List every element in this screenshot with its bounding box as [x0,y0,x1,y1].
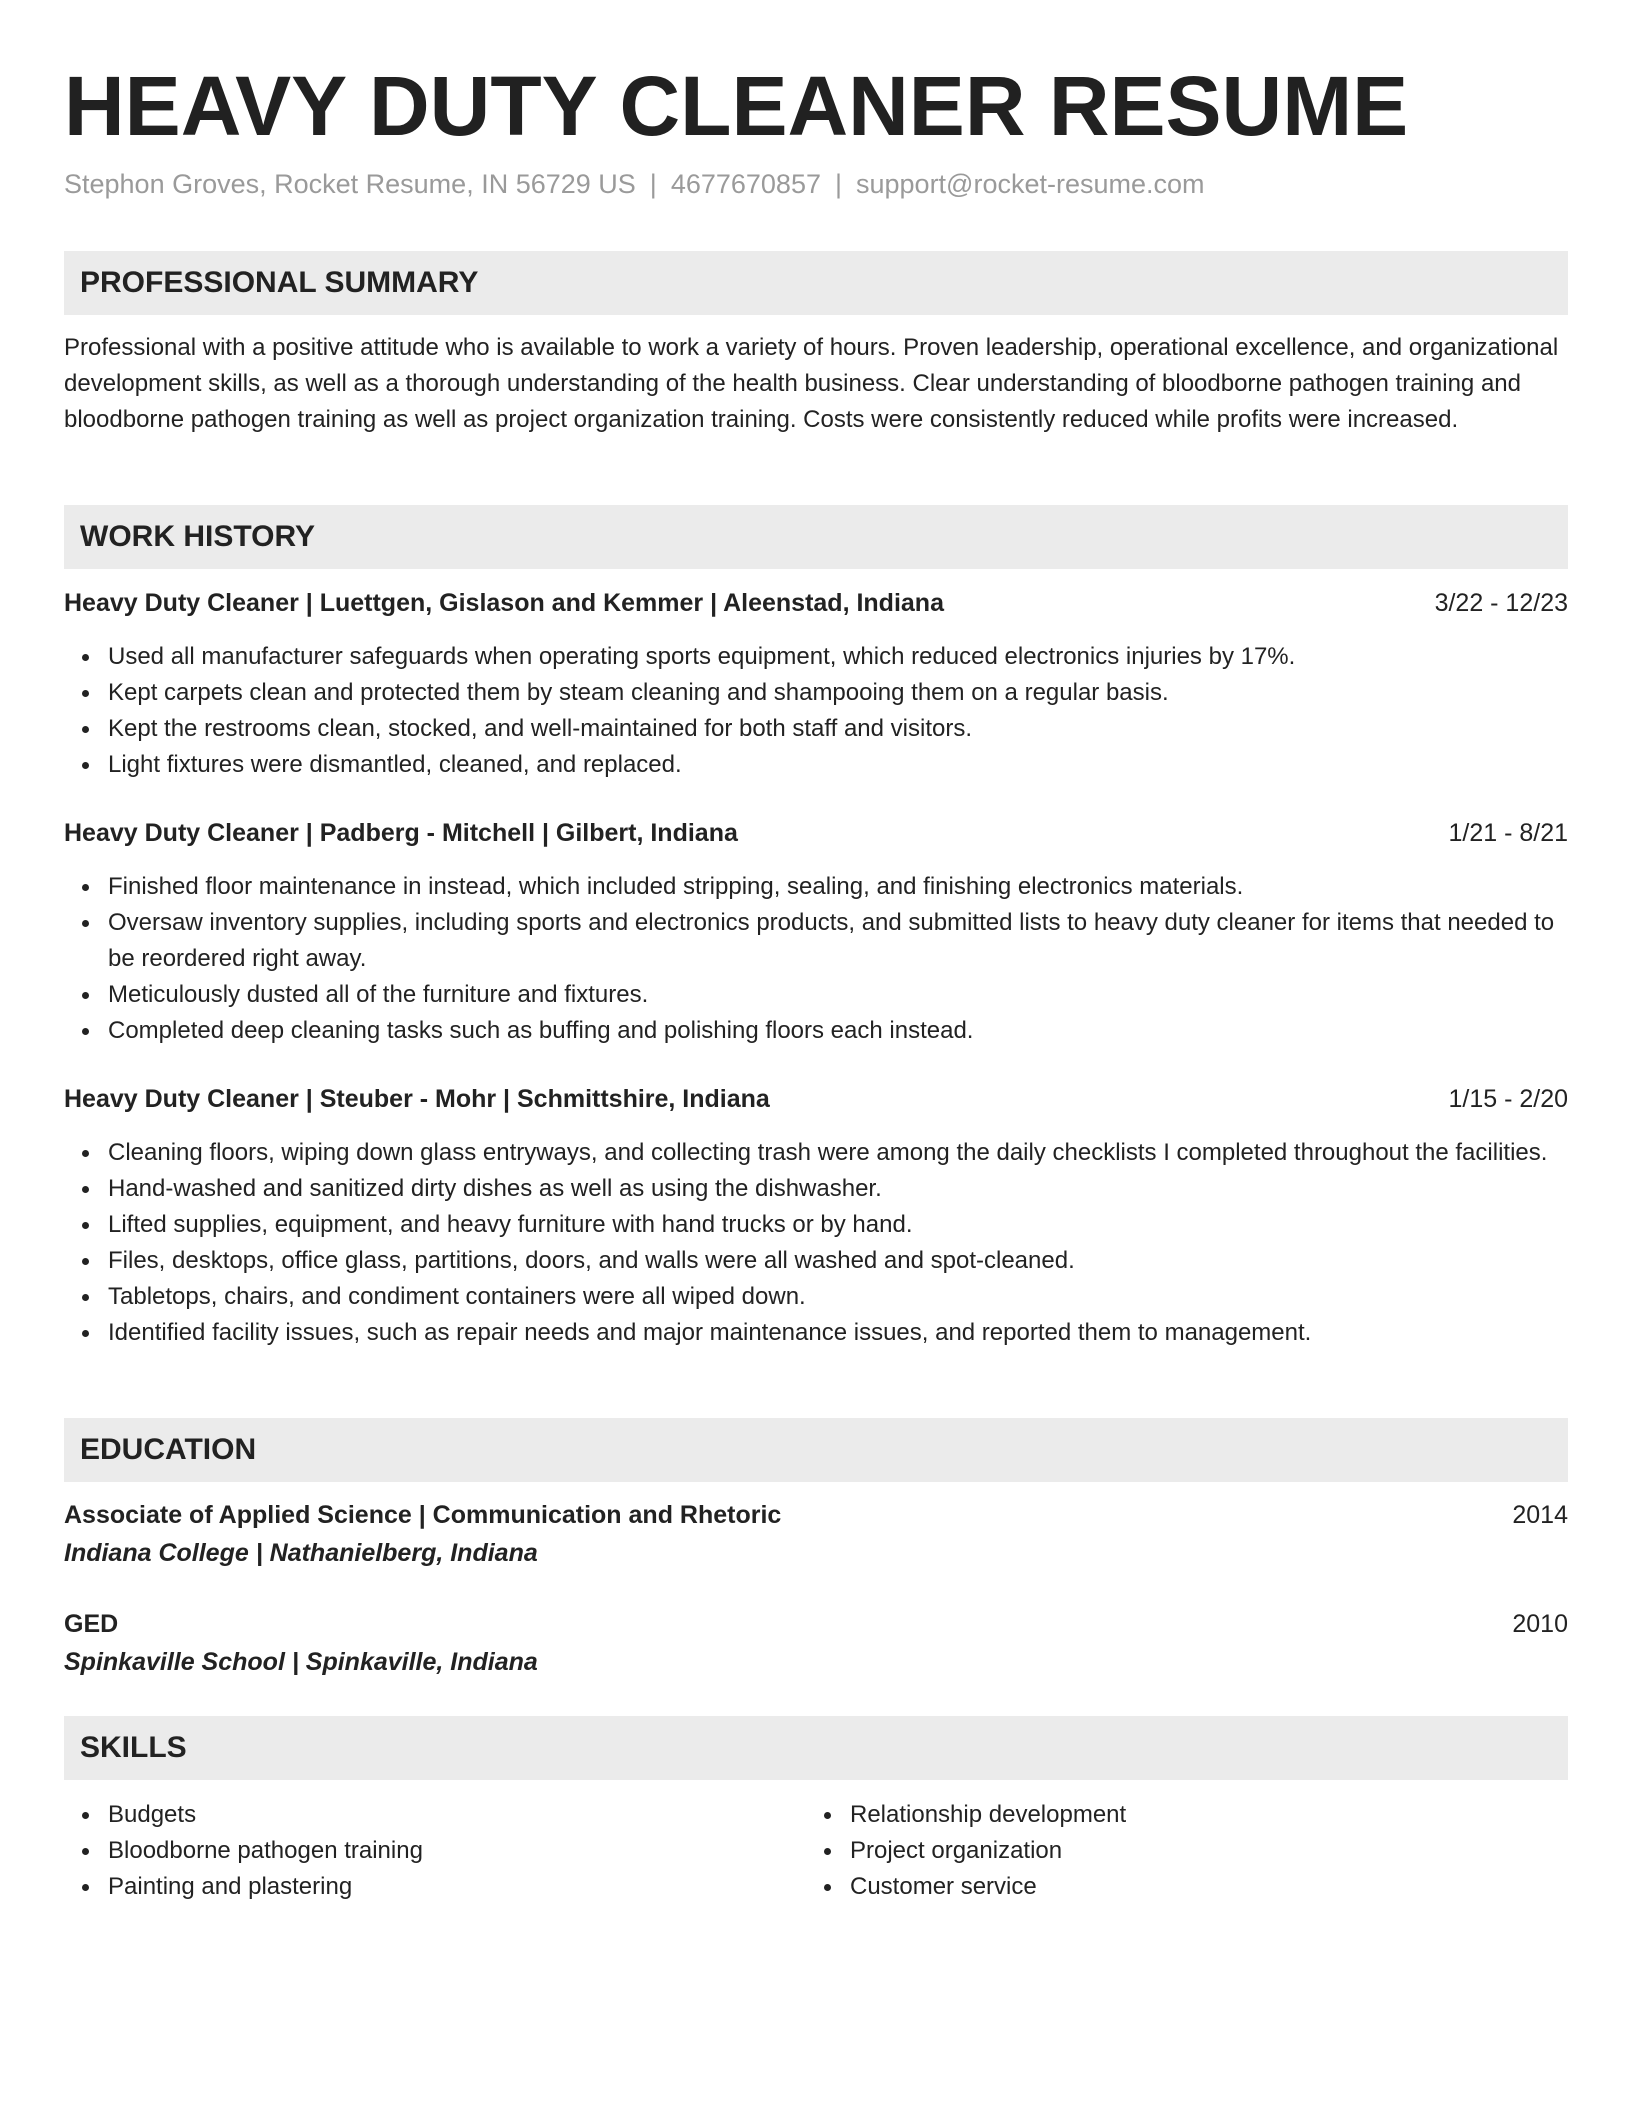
contact-line [64,166,1205,202]
job-dates: 1/21 - 8/21 [1448,819,1568,847]
list-item: Lifted supplies, equipment, and heavy furniture with hand trucks or by hand. [108,1207,1568,1243]
list-item: Kept the restrooms clean, stocked, and well-maintained for both staff and visitors. [108,711,1568,747]
summary-text: Professional with a positive attitude who is available to work a variety of hours. Proven leadership, operational excellence, and organizational development skills, as well as a thorough understanding of the health business. Clear understanding of bloodborne pathogen training and bloodborne pathogen training as well as project organization training. Costs were consistently reduced while profits were increased. [64,334,1559,433]
education-year: 2014 [1512,1501,1568,1529]
list-item: Kept carpets clean and protected them by steam cleaning and shampooing them on a regular basis. [108,675,1568,711]
list-item: Used all manufacturer safeguards when operating sports equipment, which reduced electronics injuries by 17%. [108,639,1568,675]
contact-separator: | [649,169,657,199]
list-item: Hand-washed and sanitized dirty dishes as well as using the dishwasher. [108,1171,1568,1207]
skills-list-left [64,1797,764,1905]
list-item: Budgets [108,1797,764,1833]
education-school: Indiana College | Nathanielberg, Indiana [64,1539,538,1567]
section-heading: WORK HISTORY [80,520,316,553]
list-item: Light fixtures were dismantled, cleaned, and replaced. [108,747,1568,783]
contact-separator: | [834,169,842,199]
contact-phone: 4677670857 [670,169,821,199]
list-item: Cleaning floors, wiping down glass entryways, and collecting trash were among the daily checklists I completed throughout the facilities. [108,1135,1568,1171]
list-item: Customer service [850,1869,1506,1905]
skills-list-right [806,1797,1506,1905]
job-dates: 1/15 - 2/20 [1448,1085,1568,1113]
job-title: Heavy Duty Cleaner | Steuber - Mohr | Schmittshire, Indiana [64,1085,770,1113]
job-bullets [64,1135,1568,1351]
education-header [64,1606,1568,1642]
list-item: Identified facility issues, such as repair needs and major maintenance issues, and reported them to management. [108,1315,1568,1351]
list-item: Completed deep cleaning tasks such as buffing and polishing floors each instead. [108,1013,1568,1049]
section-header-summary [64,251,1568,315]
list-item: Project organization [850,1833,1506,1869]
section-header-education [64,1418,1568,1482]
list-item: Oversaw inventory supplies, including sports and electronics products, and submitted lists to heavy duty cleaner for items that needed to be reordered right away. [108,905,1568,977]
section-heading: PROFESSIONAL SUMMARY [80,266,479,299]
list-item: Files, desktops, office glass, partitions, doors, and walls were all washed and spot-cleaned. [108,1243,1568,1279]
education-header [64,1497,1568,1533]
list-item: Tabletops, chairs, and condiment containers were all wiped down. [108,1279,1568,1315]
section-header-work [64,505,1568,569]
education-year: 2010 [1512,1610,1568,1638]
job-header [64,1081,1568,1117]
list-item: Bloodborne pathogen training [108,1833,764,1869]
job-dates: 3/22 - 12/23 [1434,589,1568,617]
education-degree: GED [64,1610,119,1638]
contact-email: support@rocket-resume.com [856,169,1205,199]
section-heading: EDUCATION [80,1433,257,1466]
job-header [64,815,1568,851]
job-header [64,585,1568,621]
contact-address: Stephon Groves, Rocket Resume, IN 56729 US [64,169,636,199]
section-heading: SKILLS [80,1731,187,1764]
job-bullets [64,639,1568,783]
list-item: Finished floor maintenance in instead, which included stripping, sealing, and finishing electronics materials. [108,869,1568,905]
job-title: Heavy Duty Cleaner | Padberg - Mitchell | Gilbert, Indiana [64,819,738,847]
section-header-skills [64,1716,1568,1780]
list-item: Painting and plastering [108,1869,764,1905]
education-degree: Associate of Applied Science | Communication and Rhetoric [64,1501,782,1529]
resume-title: HEAVY DUTY CLEANER RESUME [64,59,1409,153]
job-bullets [64,869,1568,1049]
list-item: Relationship development [850,1797,1506,1833]
job-title: Heavy Duty Cleaner | Luettgen, Gislason and Kemmer | Aleenstad, Indiana [64,589,944,617]
list-item: Meticulously dusted all of the furniture and fixtures. [108,977,1568,1013]
education-school: Spinkaville School | Spinkaville, Indiana [64,1648,538,1676]
